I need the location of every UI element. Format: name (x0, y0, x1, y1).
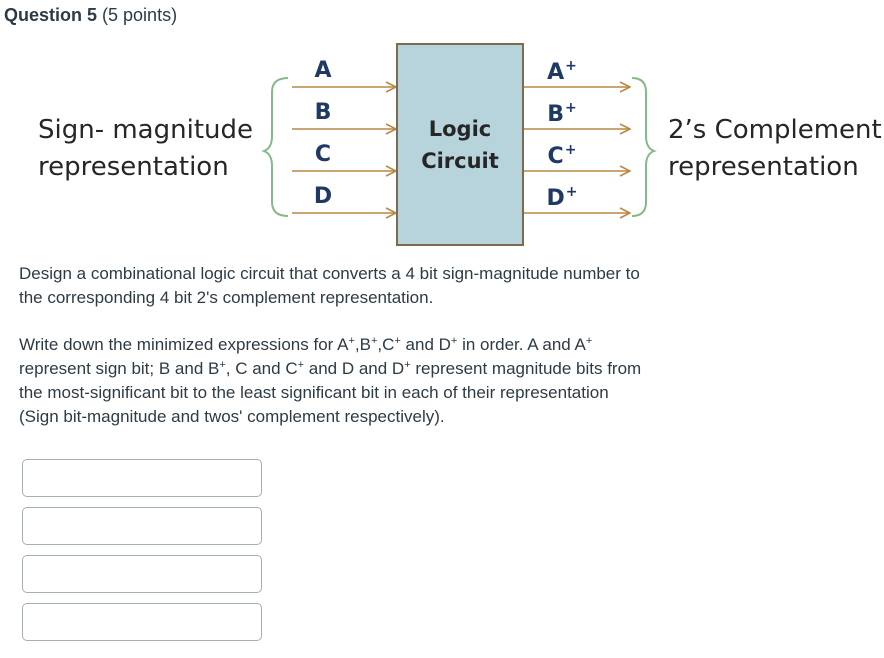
instruction-line1 (19, 333, 641, 357)
right-label-line2: representation (668, 152, 859, 182)
instruction-text: represent magnitude bits from (410, 359, 642, 378)
question-title: Question 5 (4, 5, 98, 25)
output-sup-d: + (565, 184, 578, 200)
instruction-text: and D and D (304, 359, 405, 378)
output-letter-c: C (547, 144, 564, 169)
plus-sup: + (394, 335, 401, 347)
logic-circuit-label (396, 113, 524, 177)
right-label (668, 112, 882, 186)
output-label-b (542, 100, 582, 127)
output-letter-a: A (547, 60, 565, 85)
output-sup-c: + (564, 142, 577, 158)
description-paragraph (19, 262, 640, 310)
output-letter-b: B (547, 102, 565, 127)
box-label-line1: Logic (428, 117, 492, 141)
instruction-text: Write down the minimized expressions for A (19, 335, 349, 354)
input-label-a: A (314, 58, 332, 83)
output-sup-a: + (565, 58, 577, 74)
question-header (4, 5, 177, 26)
input-label-d: D (313, 184, 333, 209)
box-label-line2: Circuit (421, 149, 499, 173)
answer-input-c-plus[interactable] (22, 555, 262, 593)
right-brace (632, 78, 654, 216)
answer-input-a-plus[interactable] (22, 459, 262, 497)
right-label-line1: 2’s Complement (668, 115, 882, 145)
description-line2: the corresponding 4 bit 2's complement representation. (19, 288, 434, 307)
question-points: (5 points) (102, 5, 178, 25)
instruction-text: in order. A and A (457, 335, 586, 354)
plus-sup: + (370, 335, 378, 347)
output-label-c (542, 142, 582, 169)
input-label-c: C (314, 142, 332, 167)
output-letter-d: D (546, 186, 565, 211)
input-label-b: B (314, 100, 332, 125)
answer-input-b-plus[interactable] (22, 507, 262, 545)
plus-sup: + (450, 335, 458, 347)
left-label-line2: representation (38, 152, 229, 182)
output-label-a (542, 58, 582, 85)
instruction-text: and D (400, 335, 451, 354)
left-brace (264, 78, 288, 216)
instruction-text: ,B (354, 335, 371, 354)
output-sup-b: + (565, 100, 577, 116)
answer-input-d-plus[interactable] (22, 603, 262, 641)
plus-sup: + (404, 359, 411, 371)
instruction-paragraph (19, 333, 641, 429)
output-label-d (542, 184, 582, 211)
instruction-text: , C and C (225, 359, 298, 378)
left-label-line1: Sign- magnitude (38, 115, 253, 145)
left-label (38, 112, 253, 186)
instruction-line3: the most-significant bit to the least significant bit in each of their representation (19, 383, 609, 402)
plus-sup: + (297, 359, 305, 371)
plus-sup: + (219, 359, 226, 371)
description-line1: Design a combinational logic circuit that converts a 4 bit sign-magnitude number to (19, 264, 640, 283)
instruction-line4: (Sign bit-magnitude and twos' complement respectively). (19, 407, 445, 426)
instruction-line2 (19, 357, 641, 381)
plus-sup: + (585, 335, 593, 347)
instruction-text: represent sign bit; B and B (19, 359, 220, 378)
logic-diagram (0, 40, 884, 252)
plus-sup: + (348, 335, 355, 347)
instruction-text: ,C (377, 335, 395, 354)
